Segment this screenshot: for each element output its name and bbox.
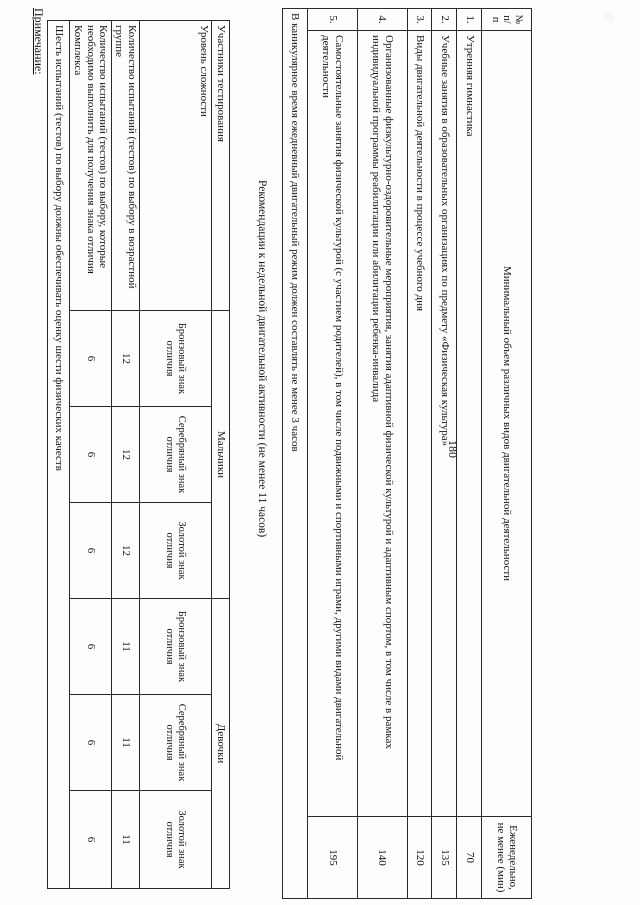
row-text: Самостоятельные занятия физической культурой (с участием родителей), в том числе подвижными и спортивными играми, другими видами двигательной деятельности — [307, 31, 357, 817]
table-row — [283, 9, 308, 899]
row-minutes: 70 — [457, 817, 482, 899]
table-row — [69, 21, 111, 889]
badge-bronze-girls: Бронзовый знак отличия — [140, 599, 212, 695]
testing-table — [47, 20, 230, 889]
cell-value: 11 — [111, 695, 139, 791]
header-minutes: Еженедельно, не менее (мин) — [482, 817, 532, 899]
activity-table — [282, 8, 532, 899]
row-text: Утренняя гимнастика — [457, 31, 482, 817]
cell-value: 6 — [69, 695, 111, 791]
row-num: 1. — [457, 9, 482, 31]
group-girls: Девочки — [212, 599, 230, 889]
row-label: Количество испытаний (тестов) по выбору, которые необходимо выполнить для получения знака отличия Комплекса — [69, 21, 111, 311]
cell-value: 6 — [69, 311, 111, 407]
cell-value: 6 — [69, 503, 111, 599]
header-activity: Минимальный объем различных видов двигательной деятельности — [482, 31, 532, 817]
cell-value: 12 — [111, 407, 139, 503]
row-text: Организованные физкультурно-оздоровительные мероприятия, занятия адаптивной физической культурой и адаптивным спортом, в том числе в рамках индивидуальной программы реабилитации или абилитации ребенка-инвалида — [357, 31, 407, 817]
table-row — [482, 9, 532, 899]
row-num: 4. — [357, 9, 407, 31]
note-title: Примечание: — [32, 8, 46, 75]
row-minutes: 140 — [357, 817, 407, 899]
footer-row: В каникулярное время ежедневный двигательный режим должен составлять не менее 3 часов — [283, 9, 308, 899]
group-boys: Мальчики — [212, 311, 230, 599]
participants-label: Участники тестирования — [212, 21, 230, 311]
table-row — [432, 9, 457, 899]
row-minutes: 195 — [307, 817, 357, 899]
table-row — [47, 21, 69, 889]
recommendation-title: Рекомендации к недельной двигательной активности (не менее 11 часов) — [256, 180, 268, 538]
row-num: 5. — [307, 9, 357, 31]
row-label: Количество испытаний (тестов) по выбору в возрастной группе — [111, 21, 139, 311]
row-text: Учебные занятия в образовательных организациях по предмету «Физическая культура» — [432, 31, 457, 817]
row-minutes: 120 — [407, 817, 432, 899]
cell-value: 11 — [111, 791, 139, 889]
badge-silver-girls: Серебряный знак отличия — [140, 695, 212, 791]
table-row — [407, 9, 432, 899]
cell-value: 12 — [111, 503, 139, 599]
header-num: № п/п — [482, 9, 532, 31]
row-num: 3. — [407, 9, 432, 31]
table-row — [140, 21, 212, 889]
badge-silver-boys: Серебряный знак отличия — [140, 407, 212, 503]
page-number: 180 — [446, 440, 460, 458]
table-row — [111, 21, 139, 889]
cell-value: 6 — [69, 791, 111, 889]
badge-gold-boys: Золотой знак отличия — [140, 503, 212, 599]
row-minutes: 135 — [432, 817, 457, 899]
cell-value: 6 — [69, 407, 111, 503]
badge-gold-girls: Золотой знак отличия — [140, 791, 212, 889]
cell-value: 11 — [111, 599, 139, 695]
table-row — [307, 9, 357, 899]
table-row — [457, 9, 482, 899]
row-text: Виды двигательной деятельности в процессе учебного дня — [407, 31, 432, 817]
badge-bronze-boys: Бронзовый знак отличия — [140, 311, 212, 407]
level-label: Уровень сложности — [140, 21, 212, 311]
footer-row: Шесть испытаний (тестов) по выбору должны обеспечивать оценку шести физических качеств — [47, 21, 69, 889]
table-row — [212, 21, 230, 889]
row-num: 2. — [432, 9, 457, 31]
table-row — [357, 9, 407, 899]
cell-value: 6 — [69, 599, 111, 695]
cell-value: 12 — [111, 311, 139, 407]
